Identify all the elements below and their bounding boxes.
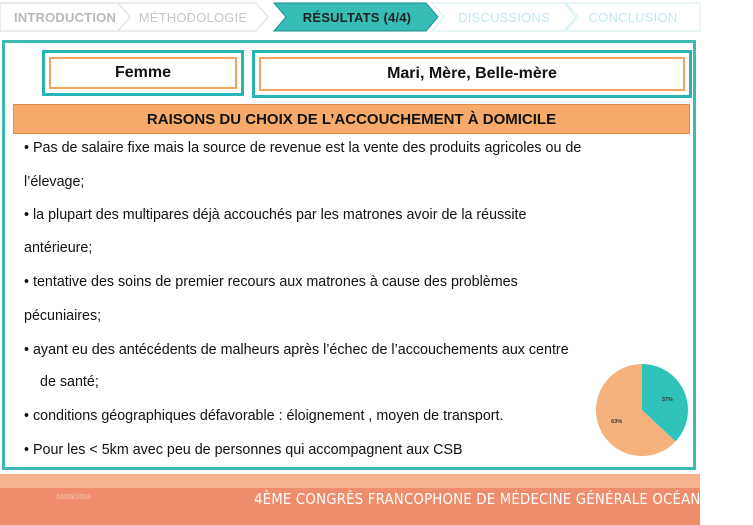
reason-line-3: • tentative des soins de premier recours aux matrones à cause des problèmes bbox=[24, 274, 518, 290]
femme-box bbox=[42, 50, 244, 96]
pie-label-2: 63% bbox=[611, 418, 623, 425]
nav-step-methodologie[interactable] bbox=[118, 3, 268, 31]
nav-step-conclusion-label: CONCLUSION bbox=[588, 9, 678, 25]
nav-step-conclusion[interactable] bbox=[566, 3, 700, 31]
nav-step-methodologie-label: MÉTHODOLOGIE bbox=[138, 9, 248, 25]
family-box bbox=[252, 50, 692, 98]
femme-label: Femme bbox=[49, 57, 237, 89]
nav-step-resultats-label: RÉSULTATS (4/4) bbox=[302, 9, 412, 25]
reason-line-2-cont: antérieure; bbox=[24, 240, 93, 256]
reason-line-4: • ayant eu des antécédents de malheurs après l’échec de l’accouchements aux centre bbox=[24, 342, 569, 358]
nav-step-introduction-label: INTRODUCTION bbox=[13, 9, 117, 25]
footer-conference-title: 4ÈME CONGRÈS FRANCOPHONE DE MÉDECINE GÉNÉRALE OCÉAN INDIEN bbox=[254, 490, 753, 508]
pie-chart bbox=[594, 362, 690, 458]
reason-line-1-cont: l’élevage; bbox=[24, 174, 85, 190]
nav-step-discussions[interactable] bbox=[432, 3, 576, 31]
reason-line-2: • la plupart des multipares déjà accouchés par les matrones avoir de la réussite bbox=[24, 207, 527, 223]
section-heading: RAISONS DU CHOIX DE L’ACCOUCHEMENT À DOMICILE bbox=[13, 104, 690, 134]
nav-step-discussions-label: DISCUSSIONS bbox=[458, 9, 550, 25]
footer-date: 16/05/2024 bbox=[56, 494, 92, 501]
reason-line-1: • Pas de salaire fixe mais la source de revenue est la vente des produits agricoles ou de bbox=[24, 140, 582, 156]
family-label: Mari, Mère, Belle-mère bbox=[259, 57, 685, 91]
reason-line-6: • Pour les < 5km avec peu de personnes qui accompagnent aux CSB bbox=[24, 442, 463, 458]
reason-line-3-cont: pécuniaires; bbox=[24, 308, 102, 324]
footer-band bbox=[0, 474, 700, 488]
nav-step-resultats[interactable] bbox=[274, 3, 440, 31]
reason-line-5: • conditions géographiques défavorable : éloignement , moyen de transport. bbox=[24, 408, 504, 424]
nav-step-introduction[interactable] bbox=[0, 3, 130, 31]
reason-line-4-cont: de santé; bbox=[40, 374, 99, 390]
progress-navigation bbox=[0, 0, 700, 36]
pie-label-1: 37% bbox=[661, 397, 673, 404]
